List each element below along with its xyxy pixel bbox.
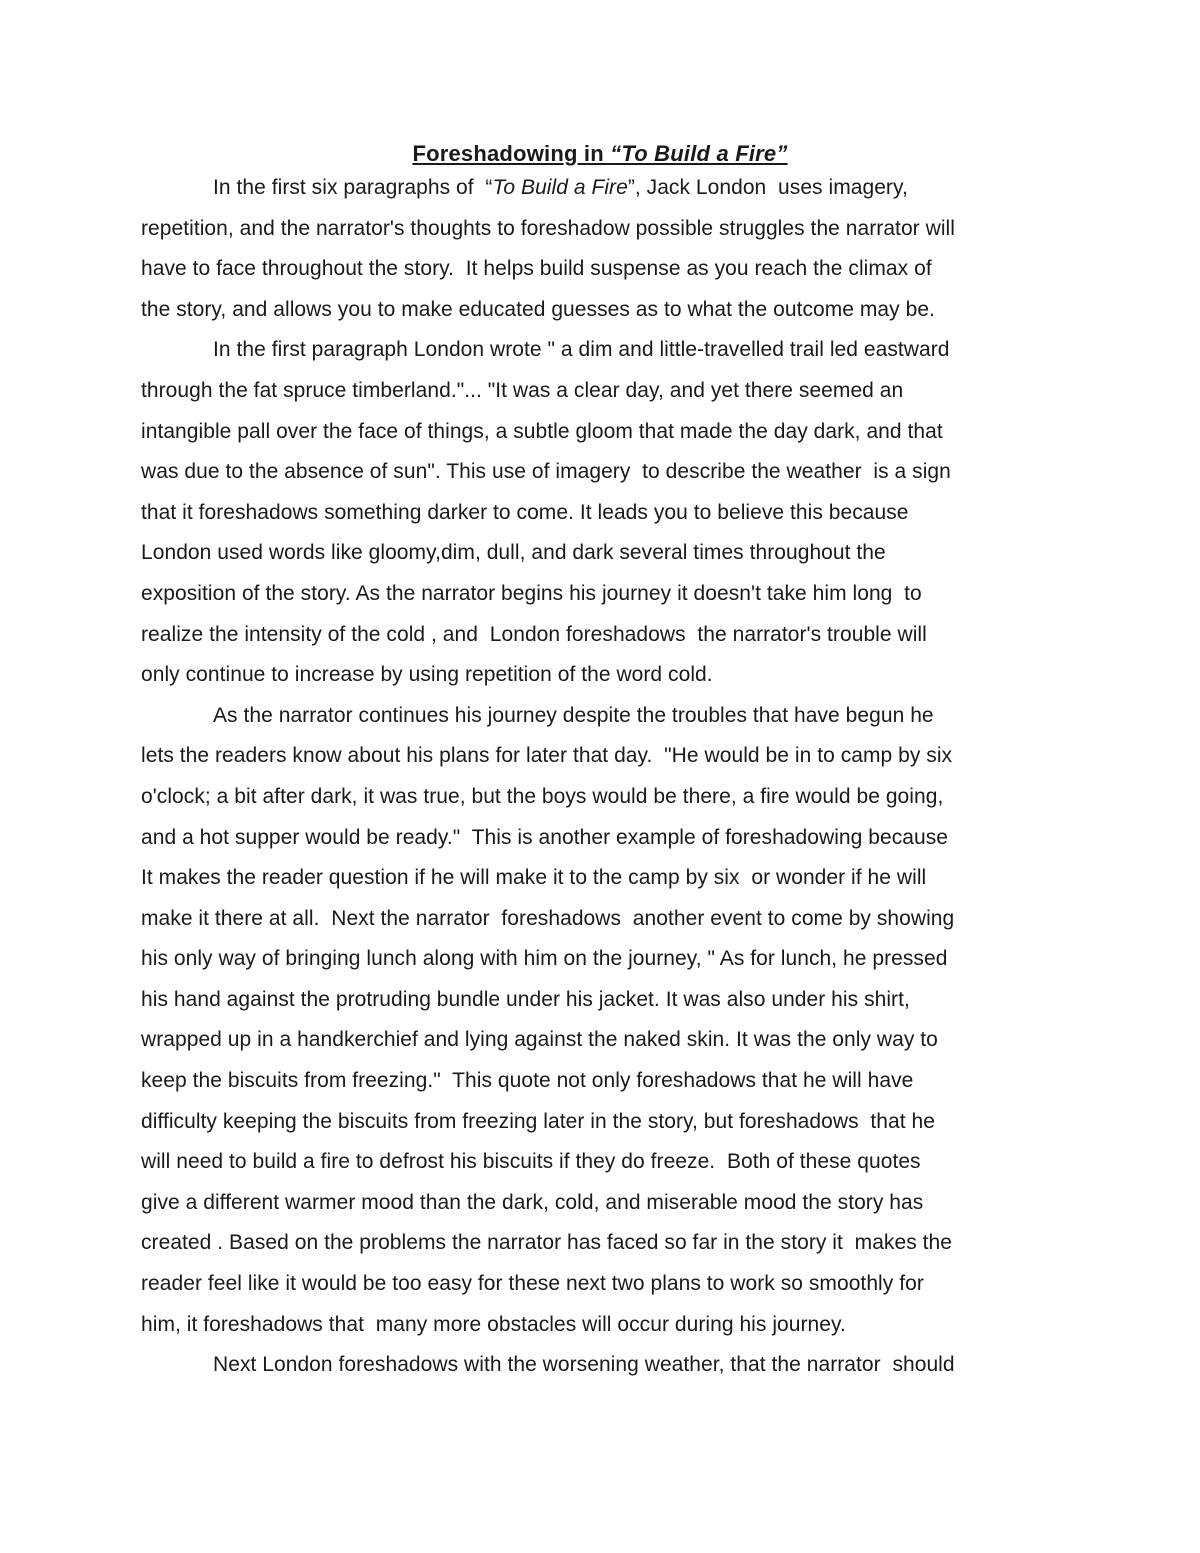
text-line (141, 777, 1061, 818)
text-run: In the first paragraph London wrote " a dim and little-travelled trail led eastward (213, 338, 950, 362)
text-run: realize the intensity of the cold , and London foreshadows the narrator's trouble will (141, 622, 927, 646)
text-line (141, 655, 1061, 696)
text-run: and a hot supper would be ready." This is another example of foreshadowing because (141, 825, 948, 849)
text-line (141, 1020, 1061, 1061)
text-line (141, 1345, 1061, 1386)
text-run: ”, Jack London uses imagery, (627, 176, 908, 199)
text-line (141, 168, 1061, 209)
text-run: the story, and allows you to make educated guesses as to what the outcome may be. (141, 297, 935, 321)
text-line (141, 574, 1061, 615)
text-line (141, 615, 1061, 656)
text-line (141, 939, 1061, 980)
text-run: him, it foreshadows that many more obstacles will occur during his journey. (141, 1312, 846, 1336)
text-line (141, 1102, 1061, 1143)
text-run: difficulty keeping the biscuits from freezing later in the story, but foreshadows that he (141, 1109, 935, 1133)
text-run: give a different warmer mood than the dark, cold, and miserable mood the story has (141, 1190, 924, 1214)
text-line (141, 412, 1061, 453)
text-run: reader feel like it would be too easy for these next two plans to work so smoothly for (141, 1272, 924, 1296)
text-run: lets the readers know about his plans for later that day. "He would be in to camp by six (141, 744, 953, 768)
text-run: only continue to increase by using repetition of the word cold. (141, 663, 713, 687)
text-line (141, 452, 1061, 493)
text-run: make it there at all. Next the narrator foreshadows another event to come by showing (141, 906, 955, 930)
text-run: exposition of the story. As the narrator begins his journey it doesn't take him long to (141, 581, 922, 605)
text-run: created . Based on the problems the narrator has faced so far in the story it makes the (141, 1231, 952, 1255)
text-run: o'clock; a bit after dark, it was true, but the boys would be there, a fire would be going, (141, 784, 944, 808)
text-line (141, 209, 1061, 250)
text-line (141, 858, 1061, 899)
text-line (141, 330, 1061, 371)
text-line (141, 899, 1061, 940)
text-line (141, 1264, 1061, 1305)
text-run: through the fat spruce timberland."... "It was a clear day, and yet there seemed an (141, 378, 904, 402)
text-line (141, 736, 1061, 777)
text-run: intangible pall over the face of things, a subtle gloom that made the day dark, and that (141, 419, 943, 443)
essay-body (141, 168, 1061, 1386)
text-run: his only way of bringing lunch along with him on the journey, " As for lunch, he pressed (141, 947, 948, 971)
text-line (141, 1061, 1061, 1102)
text-line (141, 290, 1061, 331)
text-line (141, 493, 1061, 534)
text-run: was due to the absence of sun". This use of imagery to describe the weather is a sign (141, 460, 951, 484)
text-line (141, 696, 1061, 737)
title-prefix: Foreshadowing in (412, 141, 611, 166)
text-run: It makes the reader question if he will make it to the camp by six or wonder if he will (141, 866, 927, 890)
text-run: Next London foreshadows with the worsening weather, that the narrator should (213, 1353, 955, 1377)
text-line (141, 249, 1061, 290)
text-line (141, 818, 1061, 859)
text-run: that it foreshadows something darker to come. It leads you to believe this because (141, 500, 909, 524)
text-run: wrapped up in a handkerchief and lying against the naked skin. It was the only way to (141, 1028, 938, 1052)
text-run: keep the biscuits from freezing." This quote not only foreshadows that he will have (141, 1069, 914, 1093)
text-line (141, 1142, 1061, 1183)
text-run: will need to build a fire to defrost his biscuits if they do freeze. Both of these quotes (141, 1150, 921, 1174)
text-run: have to face throughout the story. It helps build suspense as you reach the climax of (141, 257, 932, 281)
text-run: repetition, and the narrator's thoughts to foreshadow possible struggles the narrator will (141, 216, 955, 240)
text-run: As the narrator continues his journey despite the troubles that have begun he (213, 703, 934, 727)
text-run: London used words like gloomy,dim, dull, and dark several times throughout the (141, 541, 886, 565)
text-line (141, 371, 1061, 412)
text-line (141, 1305, 1061, 1346)
text-line (141, 980, 1061, 1021)
page-title (0, 141, 1200, 167)
text-line (141, 1183, 1061, 1224)
text-line (141, 533, 1061, 574)
text-run: In the first six paragraphs of “ (213, 176, 493, 199)
italic-title-reference: To Build a Fire (492, 176, 628, 199)
text-run: his hand against the protruding bundle under his jacket. It was also under his shirt, (141, 987, 910, 1011)
title-italic: “To Build a Fire” (610, 141, 788, 166)
text-line (141, 1223, 1061, 1264)
